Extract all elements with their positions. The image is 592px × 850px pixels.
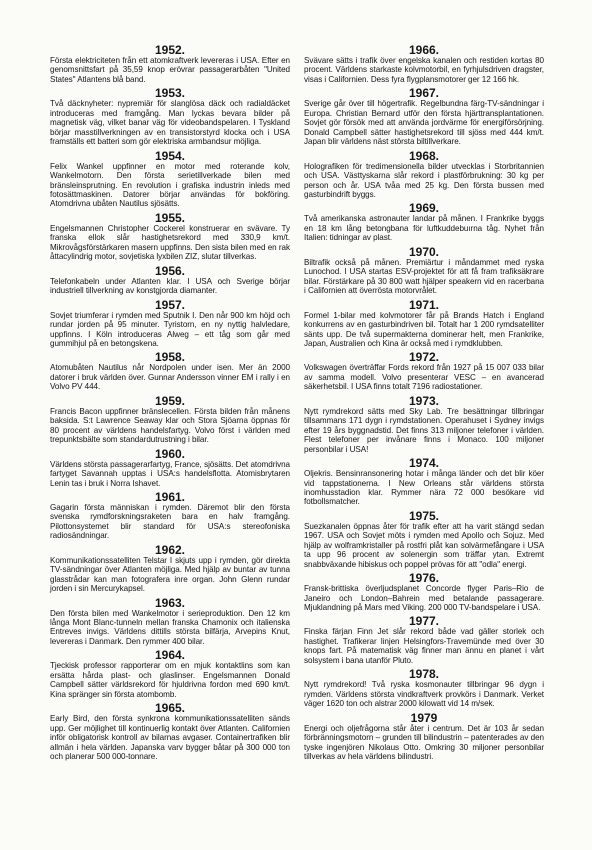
timeline-entry bbox=[304, 510, 544, 569]
timeline-entry bbox=[50, 702, 290, 761]
timeline-entry bbox=[304, 395, 544, 454]
timeline-entry bbox=[50, 544, 290, 594]
entry-text: Formel 1-bilar med kolvmotorer får på Brands Hatch i England konkurrens av en gasturbindriven bil. Totalt har 1 200 rymdsatelliter sänts upp. De två supermakterna dominerar helt, men Frankrike, Japan, Australien och Kina är också med i rymdklubben. bbox=[304, 310, 544, 348]
year-heading: 1959. bbox=[154, 393, 186, 408]
year-heading: 1961. bbox=[154, 489, 186, 504]
entry-text: Första elektriciteten från ett atomkraftverk levereras i USA. Efter en genomsnittsfart på 35,59 knop erövrar passagerarbåten "United States" Atlantens blå band. bbox=[50, 56, 290, 84]
entry-text: Fransk-brittiska överljudsplanet Concorde flyger Paris–Rio de Janeiro och London–Bahrein med betalande passagerare. Mjuklandning på Mars med Viking. 200 000 TV-bandspelare i USA. bbox=[304, 584, 544, 613]
year-heading: 1963. bbox=[154, 595, 186, 610]
entry-text: Sovjet triumferar i rymden med Sputnik I. Den når 900 km höjd och rundar jorden på 95 minuter. Tyristorn, en ny nyttig halvledare, uppfinns. I Köln introduceras Alweg – ett tåg som går med gummihjul på en betongskena. bbox=[50, 310, 290, 348]
timeline-entry bbox=[50, 597, 290, 647]
timeline-entry bbox=[50, 351, 290, 391]
year-heading: 1971. bbox=[408, 297, 440, 312]
year-heading: 1976. bbox=[408, 571, 440, 586]
timeline-entry bbox=[50, 265, 290, 296]
year-heading: 1955. bbox=[154, 210, 186, 225]
entry-text: Sverige går över till högertrafik. Regelbundna färg-TV-sändningar i Europa. Christian Bernard utför den första hjärttransplantationen. Sovjet gör försök med att använda jordvärme för energiförsörjning. Donald Campbell sätter hastighetsrekord till sjöss med 444 km/t. Japan blir världens näst största biltillverkare. bbox=[304, 99, 544, 147]
timeline-entry bbox=[304, 668, 544, 708]
timeline-entry bbox=[304, 299, 544, 349]
year-heading: 1977. bbox=[408, 614, 440, 629]
timeline-entry bbox=[304, 351, 544, 391]
year-heading: 1956. bbox=[154, 263, 186, 278]
year-heading: 1965. bbox=[154, 701, 186, 716]
year-heading: 1967. bbox=[408, 86, 440, 101]
year-heading: 1957. bbox=[154, 297, 186, 312]
entry-text: Nytt rymdrekord! Två ryska kosmonauter tillbringar 96 dygn i rymden. Världens största vindkraftverk provkörs i Danmark. Verket väger 1620 ton och alstrar 2000 kilowatt vid 14 m/sek. bbox=[304, 680, 544, 709]
timeline-entry bbox=[50, 87, 290, 146]
year-heading: 1953. bbox=[154, 86, 186, 101]
entry-text: Atomubåten Nautilus når Nordpolen under isen. Mer än 2000 datorer i bruk världen över. Gunnar Andersson vinner EM i rally i en Volvo PV 444. bbox=[50, 363, 290, 392]
year-heading: 1979 bbox=[410, 710, 438, 725]
entry-text: Engelsmannen Christopher Cockerel konstruerar en svävare. Ty franska ellok slår hastighetsrekord med 330,9 km/t. Mikrovågsförstärkaren masern uppfinns. Den sista bilen med en rak åttacylindrig motor, sovjetiska lyxbilen ZIZ, slutar tillverkas. bbox=[50, 223, 290, 262]
year-heading: 1978. bbox=[408, 667, 440, 682]
year-heading: 1969. bbox=[408, 201, 440, 216]
entry-text: Early Bird, den första synkrona kommunikationssatelliten sänds upp. Ger möjlighet till kontinuerlig kontakt över Atlanten. Californien inför obligatorisk kontroll av bilarnas avgaser. Containertrafiken blir allmän i hela världen. Japanska varv bygger båtar på 300 000 ton och planerar 500 000-tonnare. bbox=[50, 714, 290, 762]
timeline-entry bbox=[304, 44, 544, 84]
entry-text: Finska färjan Finn Jet slår rekord både vad gäller storlek och hastighet. Trafikerar linjen Helsingfors-Travemünde med över 30 knops fart. På matematisk väg finner man ännu en planet i vårt solsystem i bana utanför Pluto. bbox=[304, 627, 544, 665]
year-heading: 1958. bbox=[154, 350, 186, 365]
entry-text: Holografiken för tredimensionella bilder utvecklas i Storbritannien och USA. Västtyskarna slår rekord i plastförbrukning: 30 kg per person och år. USA tvåa med 25 kg. Den första bussen med gasturbindrift byggs. bbox=[304, 161, 544, 199]
entry-text: Gagarin första människan i rymden. Däremot blir den första svenska rymdforskningsraketen bara en halv framgång. Pilottonsystemet blir standard för USA:s stereofoniska radiosändningar. bbox=[50, 502, 290, 541]
entry-text: Suezkanalen öppnas åter för trafik efter att ha varit stängd sedan 1967. USA och Sovjet möts i rymden med Apollo och Sojuz. Med hjälp av wolframkristaller på rostfri plåt kan solvärmefångare i USA ta upp 96 procent av solenergin som träffar ytan. Extremt snabbväxande hibiskus och poppel prövas för att "odla" energi. bbox=[304, 521, 544, 569]
timeline-entry bbox=[304, 712, 544, 762]
entry-text: Felix Wankel uppfinner en motor med roterande kolv, Wankelmotorn. Den första serietillverkade bilen med bränsleinsprutning. En revolution i grafiska industrin inleds med fotosättmaskinen. Datorer börjar användas för bokföring. Atomdrivna ubåten Nautilus sjösätts. bbox=[50, 161, 290, 209]
timeline-entry bbox=[304, 87, 544, 146]
year-heading: 1974. bbox=[408, 456, 440, 471]
timeline-entry bbox=[304, 202, 544, 242]
entry-text: Oljekris. Bensinransonering hotar i många länder och det blir köer vid tappstationerna. I New Orleans står världens största inomhusstadion klar. Rymmer nära 72 000 besökare vid fotbollsmatcher. bbox=[304, 469, 544, 507]
entry-text: Världens största passagerarfartyg, France, sjösätts. Det atomdrivna fartyget Savannah upptas i USA:s handelsflotta. Atomisbrytaren Lenin tas i bruk i Norra Ishavet. bbox=[50, 459, 290, 488]
timeline-entry bbox=[304, 150, 544, 200]
timeline-entry bbox=[50, 395, 290, 445]
timeline-entry bbox=[50, 491, 290, 541]
year-heading: 1954. bbox=[154, 148, 186, 163]
timeline-entry bbox=[50, 44, 290, 84]
entry-text: Francis Bacon uppfinner bränslecellen. Första bilden från månens baksida. S:t Lawrence Seaway klar och Stora Sjöarna öppnas för 80 procent av världens handelsfartyg. Volvo först i världen med trepunktsbälte som standardutrustning i bilar. bbox=[50, 406, 290, 445]
year-heading: 1970. bbox=[408, 244, 440, 259]
entry-text: Svävare sätts i trafik över engelska kanalen och restiden kortas 80 procent. Världens starkaste kolvmotorbil, en fyrhjulsdriven dragster, visas i Californien. Dess fyra flygplansmotorer ger 12 166 hk. bbox=[304, 56, 544, 84]
timeline-entry bbox=[50, 299, 290, 349]
timeline-entry bbox=[50, 212, 290, 262]
entry-text: Nytt rymdrekord sätts med Sky Lab. Tre besättningar tillbringar tillsammans 171 dygn i rymdstationen. Operahuset i Sydney invigs efter 19 års byggnadstid. Det finns 313 miljoner telefoner i världen. Flest telefoner per invånare finns i Monaco. 100 miljoner personbilar i USA! bbox=[304, 406, 544, 454]
timeline-entry bbox=[304, 615, 544, 665]
year-heading: 1973. bbox=[408, 393, 440, 408]
timeline-entry bbox=[50, 150, 290, 209]
entry-text: Energi och oljefrågorna står åter i centrum. Det är 103 år sedan förbränningsmotorn – grunden till bilindustrin – patenterades av den tyske ingenjören Nikolaus Otto. Omkring 30 miljoner personbilar tillverkas av hela världens bilindustri. bbox=[304, 723, 544, 762]
timeline-entry bbox=[304, 457, 544, 507]
timeline-entry bbox=[304, 246, 544, 296]
year-heading: 1966. bbox=[408, 43, 440, 57]
year-heading: 1960. bbox=[154, 446, 186, 461]
timeline-entry bbox=[304, 572, 544, 612]
year-heading: 1972. bbox=[408, 350, 440, 365]
year-heading: 1962. bbox=[154, 542, 186, 557]
entry-text: Den första bilen med Wankelmotor i serieproduktion. Den 12 km långa Mont Blanc-tunneln mellan franska Chamonix och italienska Entreves invigs. Världens dittills största bilfärja, Arvepins Knut, levereras i Danmark. Den rymmer 400 bilar. bbox=[50, 608, 290, 646]
entry-text: Två amerikanska astronauter landar på månen. I Frankrike byggs en 18 km lång betongbana för luftkuddebuırna tåg. Nyhet från Italien: tidningar av plast. bbox=[304, 214, 544, 243]
left-column bbox=[50, 44, 290, 764]
entry-text: Kommunikationssatelliten Telstar I skjuts upp i rymden, gör direkta TV-sändningar över Atlanten möjliga. Med hjälp av buntar av tunna glasstrådar kan man fotografera inre organ. John Glenn rundar jorden i sin Mercurykapsel. bbox=[50, 555, 290, 594]
year-heading: 1968. bbox=[408, 148, 440, 163]
entry-text: Tjeckisk professor rapporterar om en mjuk kontaktlins som kan ersätta hårda plast- och glaslinser. Engelsmannen Donald Campbell sätter världsrekord för hjuldrivna fordon med 690 km/t. Kina spränger sin första atombomb. bbox=[50, 661, 290, 699]
right-column bbox=[304, 44, 544, 764]
entry-text: Två däcknyheter: nypremiär för slanglösa däck och radialdäcket introduceras med framgång. Man lyckas bevara bilder på magnetisk väg, vilket banar väg för videobandspelaren. I Tyskland börjar masstillverkningen av en transistorstyrd klocka och i USA framställs ett batteri som gör elektriska armbandsur möjliga. bbox=[50, 99, 290, 147]
timeline-entry bbox=[50, 649, 290, 699]
year-heading: 1952. bbox=[154, 43, 186, 57]
entry-text: Volkswagen överträffar Fords rekord från 1927 på 15 007 033 bilar av samma modell. Volvo presenterar VESC – en avancerad säkerhetsbil. I USA finns totalt 7196 radiostationer. bbox=[304, 363, 544, 392]
year-heading: 1964. bbox=[154, 648, 186, 663]
timeline-entry bbox=[50, 448, 290, 488]
entry-text: Biltrafik också på månen. Premiärtur i måndammet med ryska Lunochod. I USA startas ESV-projektet för att få fram trafiksäkrare bilar. Förstärkare på 30 800 watt hjälper speakern vid en racerbana i Californien att överrösta motorvrålet. bbox=[304, 257, 544, 296]
year-heading: 1975. bbox=[408, 508, 440, 523]
entry-text: Telefonkabeln under Atlanten klar. I USA och Sverige börjar industriell tillverkning av konstgjorda diamanter. bbox=[50, 276, 290, 296]
